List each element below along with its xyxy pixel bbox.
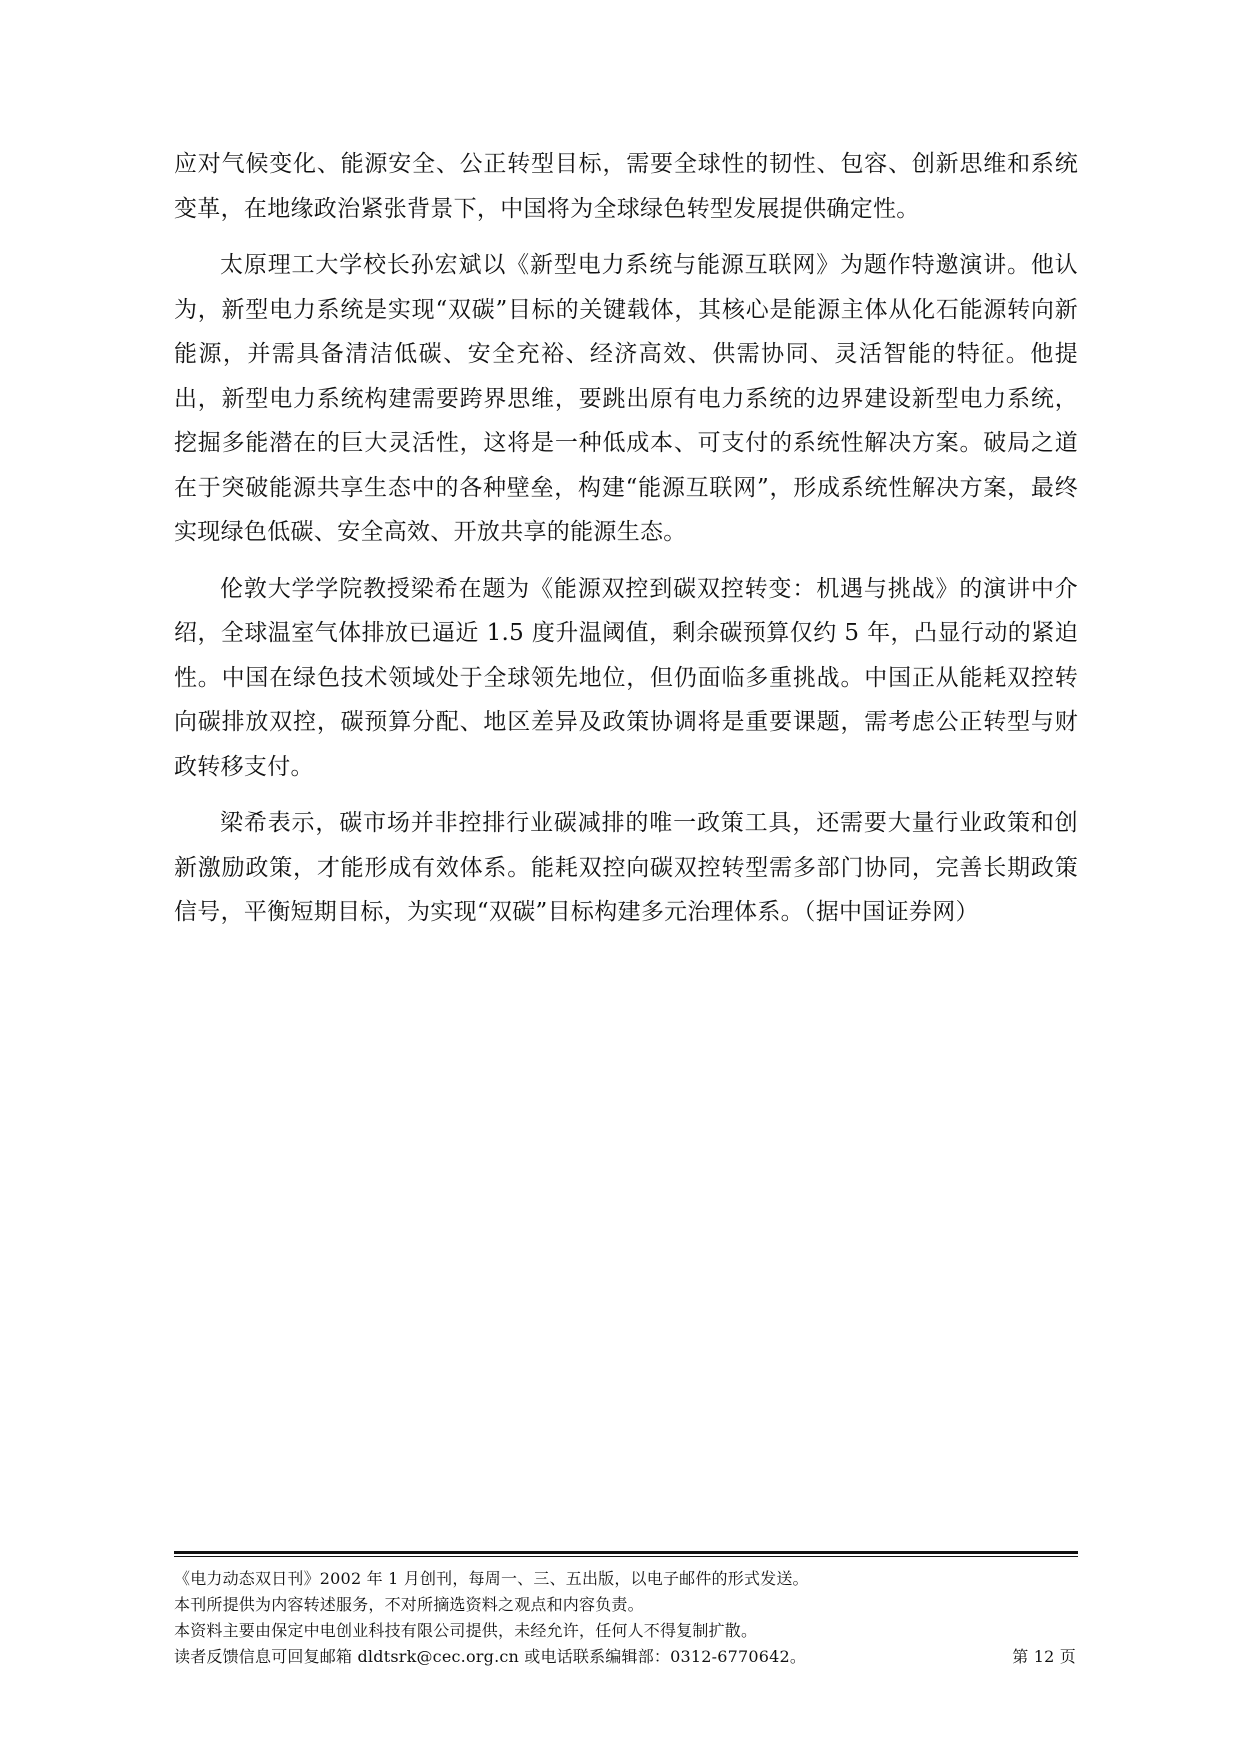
footer-publication-note: 《电力动态双日刊》2002 年 1 月创刊，每周一、三、五出版，以电子邮件的形式发送。	[174, 1569, 809, 1588]
article-paragraph: 应对气候变化、能源安全、公正转型目标，需要全球性的韧性、包容、创新思维和系统变革，在地缘政治紧张背景下，中国将为全球绿色转型发展提供确定性。	[174, 151, 1078, 222]
footer-copyright: 本资料主要由保定中电创业科技有限公司提供，未经允许，任何人不得复制扩散。	[174, 1621, 758, 1640]
page-number: 第 12 页	[1012, 1647, 1076, 1666]
footer-contact-row	[174, 1644, 1078, 1670]
footer-disclaimer: 本刊所提供为内容转述服务，不对所摘选资料之观点和内容负责。	[174, 1595, 644, 1614]
article-paragraph: 梁希表示，碳市场并非控排行业碳减排的唯一政策工具，还需要大量行业政策和创新激励政策，才能形成有效体系。能耗双控向碳双控转型需多部门协同，完善长期政策信号，平衡短期目标，为实现“双碳”目标构建多元治理体系。（据中国证券网）	[174, 810, 1078, 925]
footer-divider-thick	[174, 1551, 1078, 1554]
footer-contact: 读者反馈信息可回复邮箱 dldtsrk@cec.org.cn 或电话联系编辑部：0312-6770642。	[174, 1647, 807, 1666]
article-body	[174, 142, 1078, 947]
article-paragraph: 伦敦大学学院教授梁希在题为《能源双控到碳双控转变：机遇与挑战》的演讲中介绍，全球温室气体排放已逼近 1.5 度升温阈值，剩余碳预算仅约 5 年，凸显行动的紧迫性。中国在绿色技术领域处于全球领先地位，但仍面临多重挑战。中国正从能耗双控转向碳排放双控，碳预算分配、地区差异及政策协调将是重要课题，需考虑公正转型与财政转移支付。	[174, 575, 1078, 780]
footer-notes	[174, 1566, 1078, 1670]
footer-divider-thin	[174, 1556, 1078, 1557]
page-footer	[174, 1551, 1078, 1670]
article-paragraph: 太原理工大学校长孙宏斌以《新型电力系统与能源互联网》为题作特邀演讲。他认为，新型电力系统是实现“双碳”目标的关键载体，其核心是能源主体从化石能源转向新能源，并需具备清洁低碳、安全充裕、经济高效、供需协同、灵活智能的特征。他提出，新型电力系统构建需要跨界思维，要跳出原有电力系统的边界建设新型电力系统，挖掘多能潜在的巨大灵活性，这将是一种低成本、可支付的系统性解决方案。破局之道在于突破能源共享生态中的各种壁垒，构建“能源互联网”，形成系统性解决方案，最终实现绿色低碳、安全高效、开放共享的能源生态。	[174, 252, 1078, 545]
